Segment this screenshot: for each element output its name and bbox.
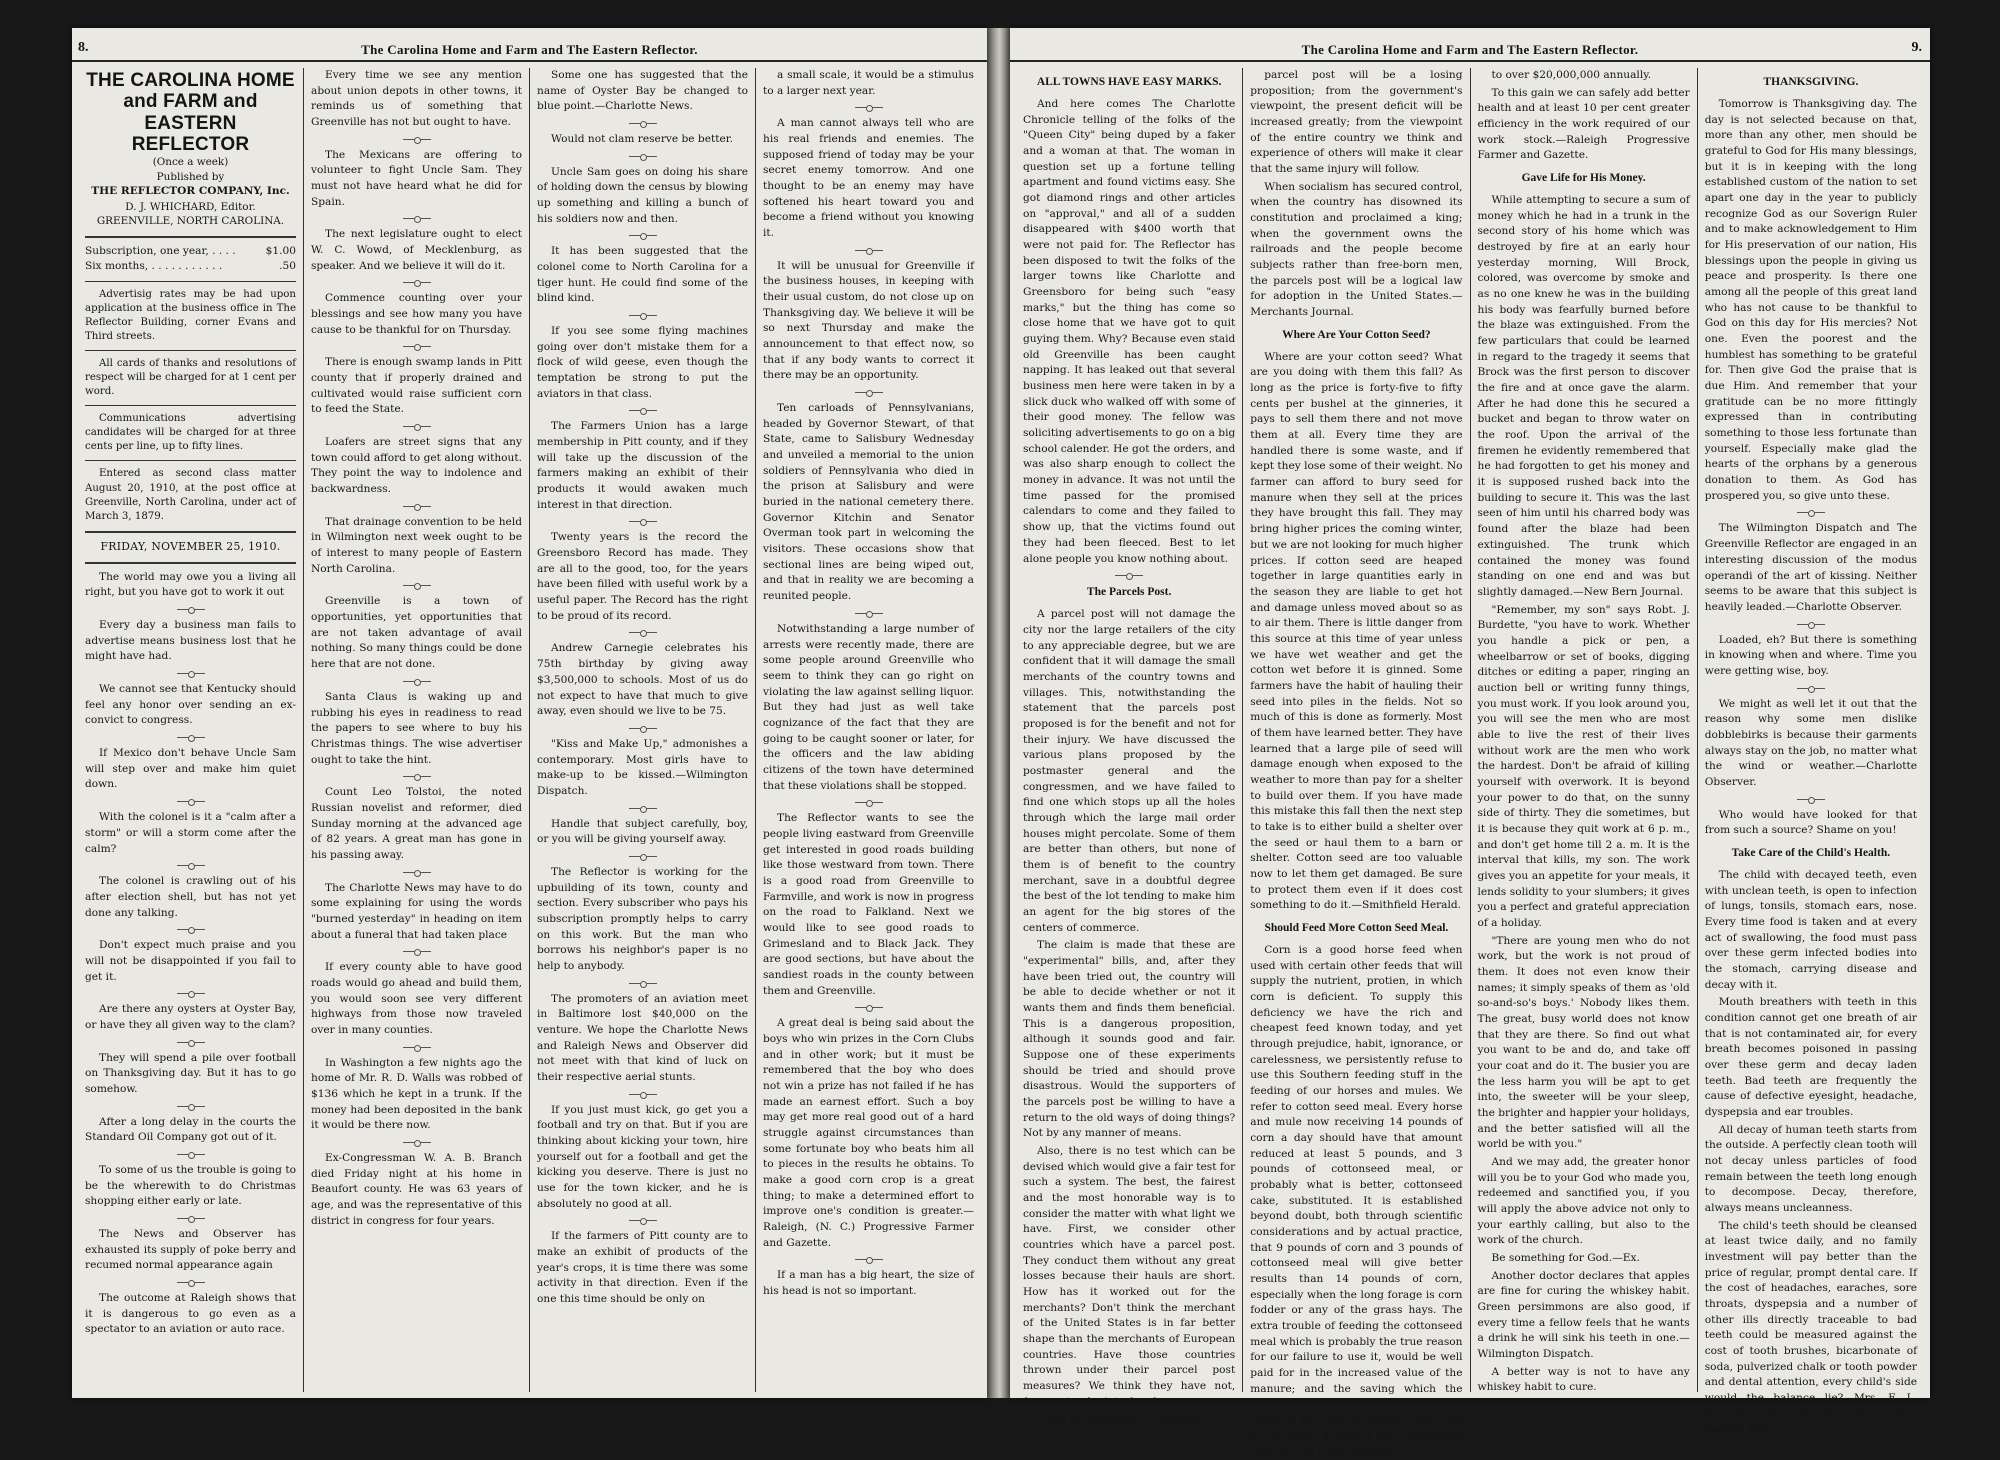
left-running-title: The Carolina Home and Farm and The Eastern Reflector. — [361, 42, 698, 57]
separator — [403, 951, 431, 952]
news-item: The News and Observer has exhausted its supply of poke berry and recumed normal appearance again — [85, 1227, 296, 1272]
right-column-2 — [1242, 68, 1469, 1458]
separator — [855, 1007, 883, 1008]
right-running-title: The Carolina Home and Farm and The Eastern Reflector. — [1301, 42, 1639, 57]
article-paragraph: Another doctor declares that apples are fine for curing the whiskey habit. Green persimmons are also good, if every time a fellow feels that he wants a drink he will sink his teeth in one.—Wilmington Dispatch. — [1477, 1269, 1690, 1361]
separator — [403, 1142, 431, 1143]
subscription-rates — [85, 244, 296, 275]
separator — [629, 808, 657, 809]
separator — [855, 613, 883, 614]
headline-child-health: Take Care of the Child's Health. — [1731, 846, 1891, 859]
separator — [855, 802, 883, 803]
separator — [177, 1042, 205, 1043]
news-item: The Reflector is working for the upbuilding of its town, county and section. Every subscriber who pays his subscription promptly helps to carry on this work. But the man who borrows his neighbor's paper is no help to anybody. — [537, 865, 748, 972]
article-paragraph: A parcel post will not damage the city nor the large retailers of the city to any appreciable degree, but we are confident that it will damage the small merchants of the country towns and villages. This, notwithstanding the statement that the parcels post proposed is for the benefit and not for their injury. We have discussed the various plans proposed by the postmaster general and the congressmen, and we have failed to find one which stops up all the holes through which the large mail order houses might percolate. Some of them are better than others, but none of them is of benefit to the country merchant, save in a doubtful degree the best of the lot tending to make him an agent for the big stores of the centers of commerce. — [1023, 608, 1236, 934]
separator — [855, 250, 883, 251]
separator — [629, 315, 657, 316]
separator — [629, 1094, 657, 1095]
article-paragraph: "Remember, my son" says Robt. J. Burdette, "you have to work. Whether you handle a pick or pen, a wheelbarrow or set of books, digging ditches or editing a paper, ringing an auction bell or writing funny things, you must work. If you look around you, you will see the men who are most able to live the rest of their lives without work are the men who work the hardest. Don't be afraid of killing yourself with overwork. It is beyond your power to do that, on the sunny side of thirty. They die sometimes, but it is because they quit work at 6 p. m., and don't get home till 2 a. m. It is the interval that kills, my son. The work gives you an appetite for your meals, it lends solidity to your slumbers; it gives you a perfect and grateful appreciation of a holiday. — [1477, 603, 1690, 929]
separator — [403, 346, 431, 347]
article-paragraph: And here comes The Charlotte Chronicle telling of the folks of the "Queen City" being duped by a faker and a woman at that. The woman in question set up a fortune telling apartment and found victims easy. She got diamond rings and other articles on "approval," and all of a sudden disappeared with $400 worth that were not paid for. The Reflector has been disposed to twit the folks of the larger towns like Charlotte and Greensboro for being such "easy marks," but the thing has come so close home that we have got to quit guying them. Why? Because even staid old Greenville has been caught napping. It has leaked out that several business men here were taken in by a slick duck who walked off with some of their good money. The fellow was soliciting advertisements to go on a big school calender. He got the orders, and was also sharp enough to collect the money in advance. It was not until the time passed for the promised calendars to come and they failed to show up, that the victims found out they had been fleeced. Best to let alone people you know nothing about. — [1023, 98, 1236, 565]
left-running-head — [72, 40, 987, 62]
right-column-4 — [1697, 68, 1924, 1436]
news-item: Andrew Carnegie celebrates his 75th birthday by giving away $3,500,000 to schools. Most of us do not expect to have that much to give away, even should we live to be 75. — [537, 642, 748, 718]
news-item: It will be unusual for Greenville if the business houses, in keeping with their usual custom, do not close up on Thanksgiving day. We believe it will be so next Thursday and make the announcement to that effect now, so that if any body wants to correct it there may be an opportunity. — [763, 259, 974, 382]
left-column-3 — [529, 68, 755, 1392]
separator — [177, 1218, 205, 1219]
separator — [629, 235, 657, 236]
masthead — [85, 70, 296, 229]
headline-thanksgiving: THANKSGIVING. — [1763, 76, 1859, 88]
sub-one-year-label: Subscription, one year, . . . . — [85, 244, 236, 257]
news-item: Ex-Congressman W. A. B. Branch died Friday night at his home in Beaufort county. He was 63 years of age, and was the representative of this district in congress for four years. — [311, 1151, 522, 1227]
article-paragraph: to over $20,000,000 annually. — [1491, 69, 1652, 81]
article-paragraph: A better way is not to have any whiskey habit to cure. — [1477, 1365, 1690, 1394]
article-paragraph: Where are your cotton seed? What are you doing with them this fall? As long as the price is forty-five to fifty cents per bushel at the ginneries, it pays to sell them there and not move them at all. Every time they are handled there is some waste, and if kept they lose some of their weight. No farmer can afford to bury seed for manure when they sell at the prices they have brought this fall. They may bring higher prices the coming winter, but we are not looking for much higher prices. If cotton seed are heaped together in large quantities early in the season they are liable to get hot and damage unless moved about so as to air them. There is little danger from this source at this time of year unless we have wet weather and get the cotton wet before it is ginned. Some farmers have the habit of hauling their seed into piles in the fields. Not so much of this is done as formerly. Most of them have learned better. They have learned that a large pile of seed will damage enough when exposed to the weather to more than pay for a shelter to build over them. If you have made this mistake this fall then the next step to take is to either build a shelter over the seed or haul them to a barn or shelter. Cotton seed are too valuable now to let them get damaged. Be sure to protect them even if it does cost something to do it.—Smithfield Herald. — [1250, 350, 1463, 912]
news-item: If Mexico don't behave Uncle Sam will step over and make him quiet down. — [85, 747, 296, 791]
news-item: A great deal is being said about the boys who win prizes in the Corn Clubs and in other work; but it must be remembered that the boy who does not win a prize has not failed if he has made an earnest effort. Such a boy may get more real good out of a hard struggle against circumstances than some fortunate boy who beats him all to pieces in the results he obtains. To make a good corn crop is a great thing; to make a determined effort to improve one's condition is greater.—Raleigh, (N. C.) Progressive Farmer and Gazette. — [763, 1017, 974, 1249]
masthead-published-by: Published by — [156, 170, 225, 183]
masthead-place: GREENVILLE, NORTH CAROLINA. — [96, 215, 285, 228]
separator — [629, 156, 657, 157]
news-item: Who would have looked for that from such a source? Shame on you! — [1704, 808, 1917, 837]
separator — [1797, 624, 1825, 625]
masthead-editor: D. J. WHICHARD, Editor. — [125, 200, 256, 213]
article-paragraph: And we may add, the greater honor will you be to your God who made you, redeemed and sanctified you, if you will apply the above advice not only to your earthly calling, but also to the work of the church. — [1477, 1156, 1690, 1247]
separator — [177, 801, 205, 802]
headline-parcels-post: The Parcels Post. — [1086, 586, 1172, 599]
notice-entered: Entered as second class matter August 20, 1910, at the post office at Greenville, North Carolina, under act of March 3, 1879. — [85, 468, 296, 522]
rule — [85, 350, 296, 351]
news-item: Twenty years is the record the Greensboro Record has made. They are all to the good, too, for the years have been filled with useful work by a useful paper. The Record has the right to be proud of its record. — [537, 531, 748, 622]
headline-cotton-seed-meal: Should Feed More Cotton Seed Meal. — [1264, 921, 1449, 934]
news-item: That drainage convention to be held in Wilmington next week ought to be of interest to many people of Eastern North Carolina. — [311, 515, 522, 575]
news-item: Every time we see any mention about union depots in other towns, it reminds us of something that Greenville has not but ought to have. — [311, 69, 522, 129]
article-paragraph: Be something for God.—Ex. — [1491, 1252, 1640, 1265]
article-paragraph: The claim is made that these are "experimental" bills, and, after they have been tried out, the country will be able to decide whether or not it wants them and finds them beneficial. This is a dangerous proposition, although it sounds good and fair. Suppose one of these experiments should be tried and should prove disastrous. Would the supporters of the parcels post be willing to have a return to the old ways of doing things? Not by any manner of means. — [1023, 939, 1236, 1140]
news-item: If every county able to have good roads would go ahead and build them, you would soon see very different highways from those now traveled over in many counties. — [311, 961, 522, 1036]
news-item: If you just must kick, go get you a football and try on that. But if you are thinking about kicking your town, hire yourself out for a football and get the kicking you deserve. There is just no use for the town kicker, and he is absolutely no good at all. — [537, 1103, 748, 1210]
notice-communications: Communications advertising candidates will be charged for at three cents per line, up to fifty lines. — [85, 413, 296, 453]
sub-six-months-price: .50 — [279, 260, 296, 273]
rule — [85, 281, 296, 282]
article-paragraph: From the merchant's viewpoint, the — [1037, 1413, 1230, 1426]
separator — [403, 139, 431, 140]
news-item: The promoters of an aviation meet in Baltimore lost $40,000 on the venture. We hope the Charlotte News and Raleigh News and Observer did not meet with that kind of luck on their respective aerial stunts. — [537, 992, 748, 1083]
left-page — [72, 28, 987, 1398]
article-paragraph: The child's teeth should be cleansed at least twice daily, and no family investment will pay better than the price of regular, prompt dental care. If the cost of headaches, earaches, sore throats, dyspepsia and a number of other ills directly traceable to bad teeth could be measured against the cost of tooth brushes, bicarbonate of soda, pulverized chalk or tooth powder and dental attention, every child's side would the balance lie?—Mrs. F. L. Stevens, in Raleigh Progressive Farmer and — [1704, 1219, 1917, 1436]
headline-gave-life: Gave Life for His Money. — [1521, 172, 1646, 185]
article-paragraph: parcel post will be a losing proposition; from the government's viewpoint, the present deficit will be increased greatly; from the viewpoint of the entire country we think and experience of others will make it clear that the same injury will follow. — [1250, 69, 1463, 176]
right-page-number: 9. — [1911, 40, 1922, 55]
rule — [85, 405, 296, 406]
rule — [85, 562, 296, 564]
left-column-1 — [78, 68, 303, 1392]
news-item: Don't expect much praise and you will not be disappointed if you fail to get it. — [85, 939, 296, 983]
separator — [629, 410, 657, 411]
separator — [403, 681, 431, 682]
issue-date: FRIDAY, NOVEMBER 25, 1910. — [100, 539, 281, 553]
notice-advertising: Advertisig rates may be had upon application at the business office in The Reflector Building, corner Evans and Third streets. — [85, 288, 296, 342]
separator — [403, 1047, 431, 1048]
rule — [85, 460, 296, 461]
news-item: After a long delay in the courts the Standard Oil Company got out of it. — [85, 1115, 296, 1144]
separator — [629, 728, 657, 729]
article-paragraph: While attempting to secure a sum of money which he had in a trunk in the second story of his home which was destroyed by fire at an early hour yesterday morning, Will Brock, colored, was overcome by smoke and as no one knew he was in the building his body was fearfully burned before the blaze was extinguished. From the few particulars that could be learned in regard to the tragedy it seems that Brock was the first person to discover the fire and at once gave the alarm. After he had done this he secured a bucket and began to throw water on the roof. Upon the arrival of the firemen he evidently remembered that he had forgotten to get his money and it is supposed rushed back into the building to secure it. This was the last seen of him until his charred body was found after the blaze had been extinguished. The trunk which contained the money was found standing on one end and was but slightly damaged.—New Bern Journal. — [1477, 194, 1690, 598]
article-paragraph: When socialism has secured control, when the country has disowned its constitution and proclaimed a king; when the government owns the railroads and the people become subjects rather than free-born men, the parcels post will be a logical law for adoption in the United States.—Merchants Journal. — [1250, 180, 1463, 319]
article-paragraph: Corn is a good horse feed when used with certain other feeds that will supply the nutrient, protien, in which corn is deficient. To supply this deficiency we have the rich and cheapest feed known today, and yet through prejudice, habit, ignorance, or carelessness, we persistently refuse to use this Southern feeding stuff in the feeding of our horses and mules. We refer to cotton seed meal. Every horse and mule now receiving 14 pounds of corn a day should have that amount reduced at least 5 pounds, and 3 pounds of cottonseed meal, or probably what is better, cottonseed cake, substituted. It is established beyond doubt, both through scientific considerations and by actual practice, that 9 pounds of corn and 3 pounds of cottonseed meal will give better results than 14 pounds of corn, especially when the long forage is corn fodder or any of the grass hays. The extra trouble of feeding the cottonseed meal which is probably the true reason for our failure to use it, would be well paid for in the increased value of the manure; and the saving which the horses and mules of the South would result in the cost of feeding with corn at 60 cents a bushel and cottonseed meal at $30 a ton amounts — [1250, 943, 1463, 1458]
separator — [629, 856, 657, 857]
separator — [1797, 688, 1825, 689]
news-item: Santa Claus is waking up and rubbing his eyes in readiness to read the papers to see where to buy his Christmas things. The wise advertiser ought to take the hint. — [311, 690, 522, 766]
article-paragraph: Mouth breathers with teeth in this condition cannot get one breath of air that is not contaminated air, for every breath becomes poisoned in passing over these germ and decay laden teeth. Bad teeth are frequently the cause of defective eyesight, headache, dyspepsia and ear troubles. — [1704, 996, 1917, 1118]
news-item: It has been suggested that the colonel come to North Carolina for a tiger hunt. He could find some of the blind kind. — [537, 245, 748, 305]
news-item: Handle that subject carefully, boy, or you will be giving yourself away. — [537, 817, 748, 846]
news-item: a small scale, it would be a stimulus to a larger next year. — [763, 69, 974, 97]
separator — [855, 107, 883, 108]
separator — [855, 1259, 883, 1260]
news-item: The Wilmington Dispatch and The Greenville Reflector are engaged in an interesting discussion of the modus operandi of the art of kissing. Neither seems to be aware that this subject is heavily leaded.—Charlotte Observer. — [1704, 522, 1917, 613]
separator — [177, 929, 205, 930]
news-item: We cannot see that Kentucky should feel any honor over sending an ex-convict to congress. — [85, 683, 296, 727]
news-item: Count Leo Tolstoi, the noted Russian novelist and reformer, died Sunday morning at the advanced age of 82 years. A great man has gone in his passing away. — [311, 786, 522, 861]
news-item: Would not clam reserve be better. — [551, 133, 734, 146]
masthead-title: THE CAROLINA HOME and FARM and EASTERN REFLECTOR — [86, 70, 295, 155]
news-item: Some one has suggested that the name of Oyster Bay be changed to blue point.—Charlotte News. — [537, 69, 748, 113]
news-item: The next legislature ought to elect W. C. Wowd, of Mecklenburg, as speaker. And we believe it will do it. — [311, 228, 522, 272]
news-item: The Farmers Union has a large membership in Pitt county, and if they will take up the discussion of the farmers making an exhibit of their products it would awaken much interest in that direction. — [537, 420, 748, 511]
right-column-3 — [1470, 68, 1697, 1392]
news-item: With the colonel is it a "calm after a storm" or will a storm come after the calm? — [85, 811, 296, 855]
separator — [403, 426, 431, 427]
separator — [629, 983, 657, 984]
separator — [629, 123, 657, 124]
news-item: Every day a business man fails to advertise means business lost that he might have had. — [85, 619, 296, 663]
news-item: If the farmers of Pitt county are to make an exhibit of products of the year's crops, it is time there was some activity in that direction. Even if the one this time should be only on — [537, 1230, 748, 1305]
separator — [177, 673, 205, 674]
page-gutter — [987, 28, 1010, 1398]
news-item: There is enough swamp lands in Pitt county that if properly drained and cultivated would raise sufficient corn to feed the State. — [311, 356, 522, 416]
news-item: Commence counting over your blessings and see how many you have cause to be thankful for on Thursday. — [311, 292, 522, 336]
separator — [403, 282, 431, 283]
right-column-1 — [1016, 68, 1242, 1426]
news-item: Uncle Sam goes on doing his share of holding down the census by blowing up something and killing a bunch of his soldiers now and then. — [537, 165, 748, 225]
news-item: In Washington a few nights ago the home of Mr. R. D. Walls was robbed of $136 which he kept in a trunk. If the money had been deposited in the bank it would be there now. — [311, 1056, 522, 1132]
left-column-4 — [755, 68, 981, 1392]
separator — [403, 776, 431, 777]
article-paragraph: "There are young men who do not work, but the work is not proud of them. It does not even know their names; it simply speaks of them as 'old so-and-so's boys.' Nobody likes them. The great, busy world does not know that they are there. So find out what you want to be and do, and take off your coat and do it. The busier you are the less harm you will be apt to get into, the sweeter will be your sleep, the brighter and happier your holidays, and the better satisfied will all the world be with you." — [1477, 934, 1690, 1151]
separator — [177, 1154, 205, 1155]
article-paragraph: Also, there is no test which can be devised which would give a fair test for such a system. The best, the fairest and the most honorable way is to consider the matter with what light we have. First, we consider other countries which have a parcel post. They conduct them without any great losses because their hauls are short. How has it worked out for the merchants? Don't think the merchant of the United States is in far better shape than the merchants of European countries. Have those countries thrown under their parcel post measures? We think they have not, from a standpoint of real success. — [1023, 1145, 1236, 1408]
sub-six-months-label: Six months, . . . . . . . . . . . — [85, 260, 223, 273]
article-paragraph: The child with decayed teeth, even with unclean teeth, is open to infection of lungs, tonsils, stomach ears, nose. Every time food is taken and at every act of swallowing, the food must pass over these germ infected bodies into the stomach, carrying disease and decay with it. — [1704, 868, 1917, 991]
masthead-rule — [85, 236, 296, 238]
news-item: The Mexicans are offering to volunteer to fight Uncle Sam. They must not have heard what he did for Spain. — [311, 148, 522, 208]
separator — [177, 737, 205, 738]
separator — [629, 632, 657, 633]
news-item: Notwithstanding a large number of arrests were recently made, there are some people around Greenville who seem to think they can go right on violating the law against selling liquor. But they had just as well take cognizance of the fact that they are going to be caught sooner or later, for the officers and the law abiding citizens of the town have determined that these violations shall be stopped. — [763, 622, 974, 792]
separator — [629, 1220, 657, 1221]
separator — [177, 1106, 205, 1107]
separator — [403, 506, 431, 507]
separator — [177, 993, 205, 994]
left-column-2 — [303, 68, 529, 1392]
news-item: Tomorrow is Thanksgiving day. The day is not selected because on that, more than any other, men should be grateful to God for His many blessings, but it is in keeping with the long established custom of the nation to set apart one day in the year to publicly recognize God as our Soverign Ruler and to make acknowledgement to Him for His preservation of our nation, His blessings upon the people in giving us peace and prosperity. Is there one among all the people of this great land who has not cause to be thankful to God on this day for His mercies? Not one. Even the poorest and the humblest has something to be grateful for. Then give God the praise that is due Him. And remember that your gratitude can be no more fittingly expressed than in contributing something to those less fortunate than yourself. Especially make glad the hearts of the orphans by a generous donation to them. As God has prospered you, so give unto these. — [1704, 98, 1917, 502]
news-item: The Reflector wants to see the people living eastward from Greenville get interested in good roads building like those westward from town. There is a good road from Greenville to Farmville, and work is now in progress on the road to Falkland. Next we would like to see good roads to Grimesland and to Black Jack. They are good sections, but have about the sandiest roads in the county between them and Greenville. — [763, 812, 974, 997]
left-columns — [78, 68, 981, 1392]
separator — [855, 392, 883, 393]
masthead-frequency: (Once a week) — [152, 156, 229, 169]
headline-cotton-seed: Where Are Your Cotton Seed? — [1282, 328, 1431, 341]
right-page — [1010, 28, 1930, 1458]
right-running-head — [1010, 40, 1930, 62]
separator — [1115, 575, 1143, 576]
rule — [85, 531, 296, 533]
news-item: If you see some flying machines going over don't mistake them for a flock of wild geese, even though the temptation be strong to put the aviators in that class. — [537, 325, 748, 400]
news-item: Are there any oysters at Oyster Bay, or have they all given way to the clam? — [85, 1003, 296, 1031]
separator — [1797, 512, 1825, 513]
separator — [177, 609, 205, 610]
news-item: They will spend a pile over football on Thanksgiving day. But it has to go somehow. — [85, 1051, 296, 1095]
separator — [629, 521, 657, 522]
notice-cards: All cards of thanks and resolutions of respect will be charged for at 1 cent per word. — [85, 358, 296, 398]
news-item: The outcome at Raleigh shows that it is dangerous to go even as a spectator to an aviation or auto race. — [85, 1291, 296, 1336]
separator — [177, 1282, 205, 1283]
news-item: To some of us the trouble is going to be the wherewith to do Christmas shopping either early or late. — [85, 1163, 296, 1208]
news-item: A man cannot always tell who are his real friends and enemies. The supposed friend of today may be your secret enemy tomorrow. And one thought to be an enemy may have softened his heart toward you and become a friend without you knowing it. — [763, 117, 974, 240]
masthead-company: THE REFLECTOR COMPANY, Inc. — [91, 185, 290, 198]
left-page-number: 8. — [78, 40, 89, 55]
news-item: "Kiss and Make Up," admonishes a contemporary. Most girls have to make-up to be kissed.—Wilmington Dispatch. — [537, 737, 748, 797]
news-item: Greenville is a town of opportunities, yet opportunities that are not taken advantage of avail nothing. So many things could be done here that are not done. — [311, 595, 522, 671]
news-item: The colonel is crawling out of his after election shell, but has not yet done any talking. — [85, 875, 296, 919]
article-paragraph: All decay of human teeth starts from the outside. A perfectly clean tooth will not decay unless particles of food remain between the teeth long enough to decompose. Decay, therefore, always means uncleanness. — [1704, 1123, 1917, 1215]
headline-easy-marks: ALL TOWNS HAVE EASY MARKS. — [1036, 76, 1222, 88]
separator — [177, 865, 205, 866]
news-item: The world may owe you a living all right, but you have got to work it out — [85, 570, 296, 599]
article-paragraph: To this gain we can safely add better health and at least 10 per cent greater efficiency in the work required of our work stock.—Raleigh Progressive Farmer and Gazette. — [1477, 86, 1690, 162]
separator — [403, 585, 431, 586]
news-item: Loafers are street signs that any town could afford to get along without. They point the way to indolence and backwardness. — [311, 436, 522, 496]
news-item: Ten carloads of Pennsylvanians, headed by Governor Stewart, of that State, came to Salisbury Wednesday and unveiled a memorial to the union soldiers of Pennsylvania who died in the prison at Salisbury and were buried in the national cemetery there. Governor Kitchin and Senator Overman took part in welcoming the visitors. These occasions show that sectional lines are being wiped out, and that in reality we are becoming a reunited people. — [763, 402, 974, 603]
separator — [1797, 799, 1825, 800]
separator — [403, 872, 431, 873]
left-col1-items — [85, 570, 296, 1338]
news-item: We might as well let it out that the reason why some men dislike dobblebirks is because their garments always stay on the job, no matter what the wind or weather.—Charlotte Observer. — [1704, 697, 1917, 788]
news-item: If a man has a big heart, the size of his head is not so important. — [763, 1269, 974, 1298]
sub-one-year-price: $1.00 — [265, 244, 296, 257]
separator — [403, 218, 431, 219]
right-columns — [1016, 68, 1924, 1458]
news-item: Loaded, eh? But there is something in knowing when and where. Time you were getting wise, boy. — [1704, 633, 1917, 677]
news-item: The Charlotte News may have to do some explaining for using the words "burned yesterday" in heading on item about a funeral that had taken place — [311, 881, 522, 941]
